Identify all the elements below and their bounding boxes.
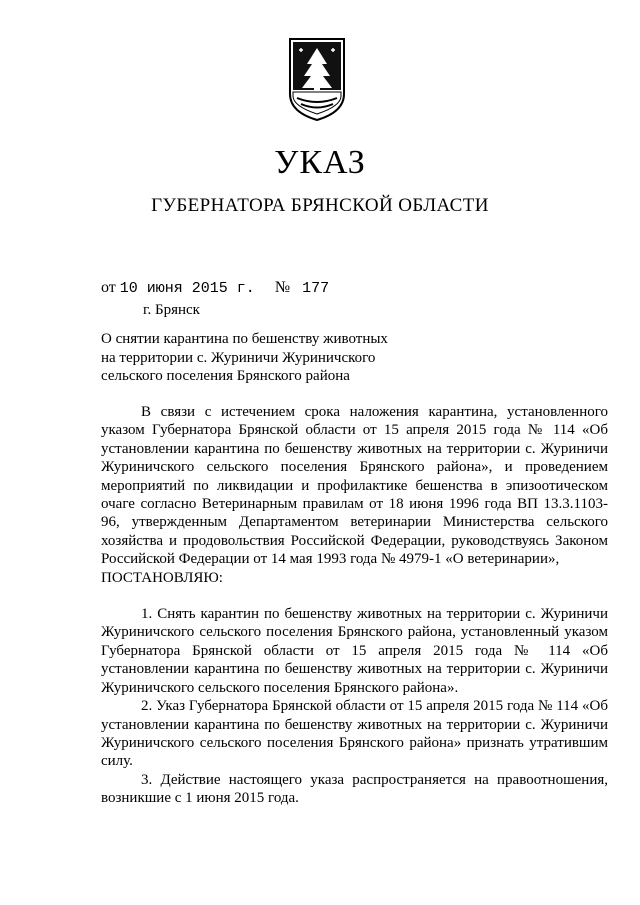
decree-date: 10 июня 2015 г.: [119, 280, 255, 297]
subject-line: сельского поселения Брянского района: [101, 368, 350, 384]
date-prefix: от: [101, 279, 116, 296]
decree-item-2: 2. Указ Губернатора Брянской области от 15 апреля 2015 года № 114 «Об установлении карантина по бешенству животных на территории с. Журиничи Журиничского сельского поселения Брянского района» признать утратившим силу.: [101, 698, 608, 770]
decree-item-3: 3. Действие настоящего указа распространяется на правоотношения, возникшие с 1 июня 2015 года.: [101, 771, 608, 807]
decree-item-1: 1. Снять карантин по бешенству животных на территории с. Журиничи Журиничского сельского поселения Брянского района, установленный указом Губернатора Брянской области от 15 апреля 2015 года № 114 «Об установлении карантина по бешенству животных на территории с. Журиничи Журиничского сельского поселения Брянского района».: [101, 606, 608, 696]
decree-body: [101, 403, 608, 808]
date-number-line: [101, 278, 329, 299]
bryansk-coat-of-arms-icon: [287, 36, 347, 122]
subject-line: О снятии карантина по бешенству животных: [101, 331, 388, 347]
document-subtitle: ГУБЕРНАТОРА БРЯНСКОЙ ОБЛАСТИ: [151, 195, 489, 216]
paragraph-gap: [101, 587, 608, 605]
subject-line: на территории с. Журиничи Журиничского: [101, 349, 376, 366]
decree-number: 177: [302, 280, 330, 297]
number-sign: №: [274, 279, 291, 296]
city: г. Брянск: [143, 302, 200, 318]
decree-subject: [101, 330, 388, 386]
decree-word: ПОСТАНОВЛЯЮ:: [101, 569, 223, 586]
preamble-paragraph: В связи с истечением срока наложения карантина, установленного указом Губернатора Брянской области от 15 апреля 2015 года № 114 «Об установлении карантина по бешенству животных на территории с. Журиничи Журиничского сельского поселения Брянского района», и проведением мероприятий по ликвидации и профилактике бешенства в эпизоотическом очаге согласно Ветеринарным правилам от 18 июня 1996 года ВП 13.3.1103-96, утвержденным Департаментом ветеринарии Министерства сельского хозяйства и продовольствия Российской Федерации, руководствуясь Законом Российской Федерации от 14 мая 1993 года № 4979-1 «О ветеринарии»,: [101, 404, 608, 568]
document-title: УКАЗ: [274, 144, 366, 181]
